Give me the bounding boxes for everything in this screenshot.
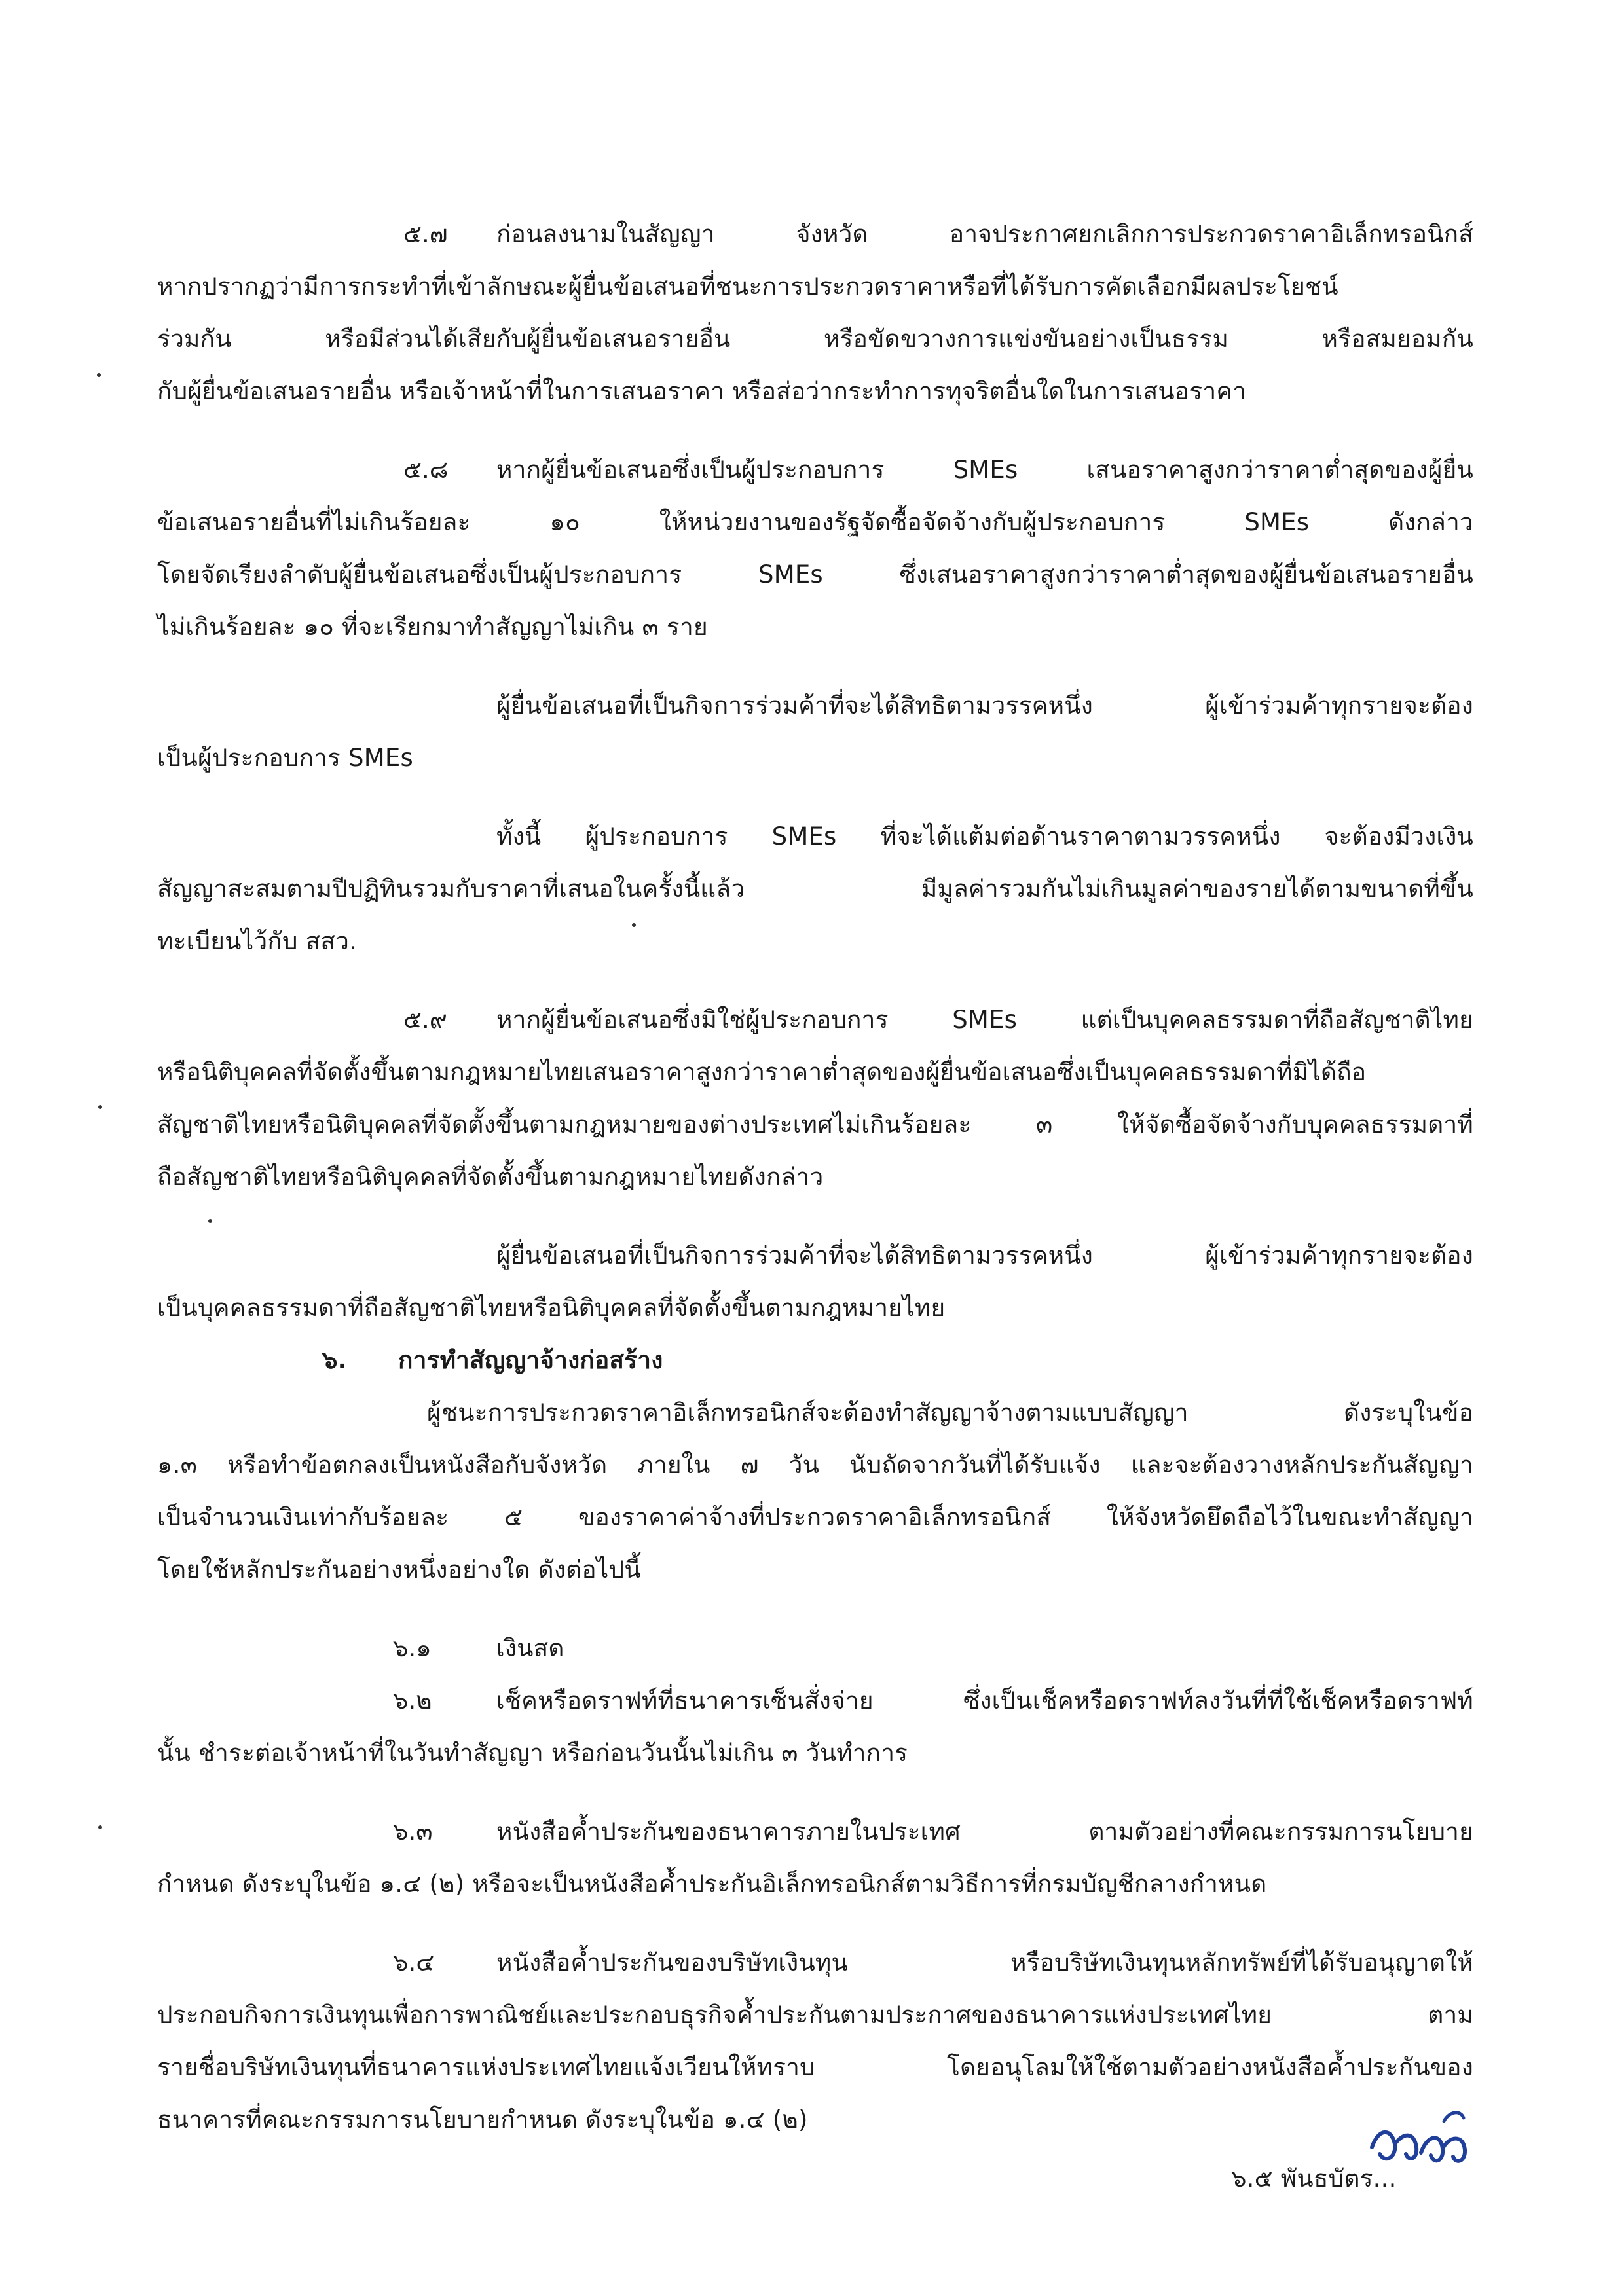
section-5-8-para3-line: ทะเบียนไว้กับ สสว. [157,927,358,955]
section-5-8-para3-line: สัญญาสะสมตามปีปฏิทินรวมกับราคาที่เสนอในครั้งนี้แล้ว มีมูลค่ารวมกันไม่เกินมูลค่าของรายได้ตามขนาดที่ขึ้น [157,875,1473,903]
section-5-9-line: หากผู้ยื่นข้อเสนอซึ่งมิใช่ผู้ประกอบการ SMEs แต่เป็นบุคคลธรรมดาที่ถือสัญชาติไทย [496,1006,1473,1034]
section-number-6: ๖. [322,1346,347,1374]
scan-speck [98,1105,102,1109]
item-6-4-line: หนังสือค้ำประกันของบริษัทเงินทุน หรือบริษัทเงินทุนหลักทรัพย์ที่ได้รับอนุญาตให้ [496,1948,1473,1977]
item-number-6-4: ๖.๔ [393,1948,435,1977]
scan-speck [97,373,101,377]
section-5-8-para3-line: ทั้งนี้ ผู้ประกอบการ SMEs ที่จะได้แต้มต่อด้านราคาตามวรรคหนึ่ง จะต้องมีวงเงิน [496,822,1473,850]
section-5-9-line: สัญชาติไทยหรือนิติบุคคลที่จัดตั้งขึ้นตามกฎหมายของต่างประเทศไม่เกินร้อยละ ๓ ให้จัดซื้อจัดจ้างกับบุคคลธรรมดาที่ [157,1110,1473,1139]
section-5-8-line: ข้อเสนอรายอื่นที่ไม่เกินร้อยละ ๑๐ ให้หน่วยงานของรัฐจัดซื้อจัดจ้างกับผู้ประกอบการ SMEs ดังกล่าว [157,508,1473,536]
section-5-8-line: โดยจัดเรียงลำดับผู้ยื่นข้อเสนอซึ่งเป็นผู้ประกอบการ SMEs ซึ่งเสนอราคาสูงกว่าราคาต่ำสุดของผู้ยื่นข้อเสนอรายอื่น [157,560,1473,589]
scan-speck [208,1219,212,1223]
item-6-4-line: ธนาคารที่คณะกรรมการนโยบายกำหนด ดังระบุในข้อ ๑.๔ (๒) [157,2105,808,2134]
section-5-7-line: กับผู้ยื่นข้อเสนอรายอื่น หรือเจ้าหน้าที่ในการเสนอราคา หรือส่อว่ากระทำการทุจริตอื่นใดในการเสนอราคา [157,377,1247,405]
section-6-intro-line: ๑.๓ หรือทำข้อตกลงเป็นหนังสือกับจังหวัด ภายใน ๗ วัน นับถัดจากวันที่ได้รับแจ้ง และจะต้องวางหลักประกันสัญญา [157,1451,1473,1479]
item-6-2-line: เช็คหรือดราฟท์ที่ธนาคารเซ็นสั่งจ่าย ซึ่งเป็นเช็คหรือดราฟท์ลงวันที่ที่ใช้เช็คหรือดราฟท์ [496,1686,1473,1715]
section-5-8-line: หากผู้ยื่นข้อเสนอซึ่งเป็นผู้ประกอบการ SMEs เสนอราคาสูงกว่าราคาต่ำสุดของผู้ยื่น [496,456,1473,484]
section-5-7-line: หากปรากฏว่ามีการกระทำที่เข้าลักษณะผู้ยื่นข้อเสนอที่ชนะการประกวดราคาหรือที่ได้รับการคัดเลือกมีผลประโยชน์ [157,272,1338,301]
section-number-5-9: ๕.๙ [403,1006,447,1034]
section-6-heading: การทำสัญญาจ้างก่อสร้าง [398,1346,663,1374]
scan-speck [632,923,636,927]
section-5-8-para2-line: ผู้ยื่นข้อเสนอที่เป็นกิจการร่วมค้าที่จะได้สิทธิตามวรรคหนึ่ง ผู้เข้าร่วมค้าทุกรายจะต้อง [496,691,1473,720]
section-5-9-line: ถือสัญชาติไทยหรือนิติบุคคลที่จัดตั้งขึ้นตามกฎหมายไทยดังกล่าว [157,1163,824,1191]
section-5-8-line: ไม่เกินร้อยละ ๑๐ ที่จะเรียกมาทำสัญญาไม่เกิน ๓ ราย [157,613,708,641]
section-5-9-para2-line: ผู้ยื่นข้อเสนอที่เป็นกิจการร่วมค้าที่จะได้สิทธิตามวรรคหนึ่ง ผู้เข้าร่วมค้าทุกรายจะต้อง [496,1241,1473,1269]
item-6-2-line: นั้น ชำระต่อเจ้าหน้าที่ในวันทำสัญญา หรือก่อนวันนั้นไม่เกิน ๓ วันทำการ [157,1739,908,1767]
item-6-1-line: เงินสด [496,1634,564,1662]
item-number-6-3: ๖.๓ [393,1817,433,1846]
item-6-4-line: ประกอบกิจการเงินทุนเพื่อการพาณิชย์และประกอบธุรกิจค้ำประกันตามประกาศของธนาคารแห่งประเทศไทย ตาม [157,2001,1473,2029]
item-number-6-1: ๖.๑ [393,1634,432,1662]
section-5-9-para2-line: เป็นบุคคลธรรมดาที่ถือสัญชาติไทยหรือนิติบุคคลที่จัดตั้งขึ้นตามกฎหมายไทย [157,1294,946,1322]
section-6-intro-line: ผู้ชนะการประกวดราคาอิเล็กทรอนิกส์จะต้องทำสัญญาจ้างตามแบบสัญญา ดังระบุในข้อ [427,1398,1473,1427]
section-5-7-line: ร่วมกัน หรือมีส่วนได้เสียกับผู้ยื่นข้อเสนอรายอื่น หรือขัดขวางการแข่งขันอย่างเป็นธรรม หรือสมยอมกัน [157,325,1473,353]
section-5-8-para2-line: เป็นผู้ประกอบการ SMEs [157,744,413,772]
section-number-5-7: ๕.๗ [403,220,448,248]
scan-speck [98,1825,102,1829]
handwritten-initials-icon [1365,2102,1477,2174]
section-6-intro-line: เป็นจำนวนเงินเท่ากับร้อยละ ๕ ของราคาค่าจ้างที่ประกวดราคาอิเล็กทรอนิกส์ ให้จังหวัดยึดถือไว้ในขณะทำสัญญา [157,1503,1473,1531]
item-6-4-line: รายชื่อบริษัทเงินทุนที่ธนาคารแห่งประเทศไทยแจ้งเวียนให้ทราบ โดยอนุโลมให้ใช้ตามตัวอย่างหนังสือค้ำประกันของ [157,2053,1473,2081]
section-5-7-line: ก่อนลงนามในสัญญา จังหวัด อาจประกาศยกเลิกการประกวดราคาอิเล็กทรอนิกส์ [496,220,1473,248]
item-6-3-line: หนังสือค้ำประกันของธนาคารภายในประเทศ ตามตัวอย่างที่คณะกรรมการนโยบาย [496,1817,1473,1846]
section-5-9-line: หรือนิติบุคคลที่จัดตั้งขึ้นตามกฎหมายไทยเสนอราคาสูงกว่าราคาต่ำสุดของผู้ยื่นข้อเสนอซึ่งเป็นบุคคลธรรมดาที่มิได้ถือ [157,1058,1367,1086]
continuation-note: ๖.๕ พันธบัตร... [1231,2164,1397,2193]
section-number-5-8: ๕.๘ [403,456,449,484]
item-number-6-2: ๖.๒ [393,1686,432,1715]
item-6-3-line: กำหนด ดังระบุในข้อ ๑.๔ (๒) หรือจะเป็นหนังสือค้ำประกันอิเล็กทรอนิกส์ตามวิธีการที่กรมบัญชีกลางกำหนด [157,1870,1267,1898]
section-6-intro-line: โดยใช้หลักประกันอย่างหนึ่งอย่างใด ดังต่อไปนี้ [157,1556,641,1584]
